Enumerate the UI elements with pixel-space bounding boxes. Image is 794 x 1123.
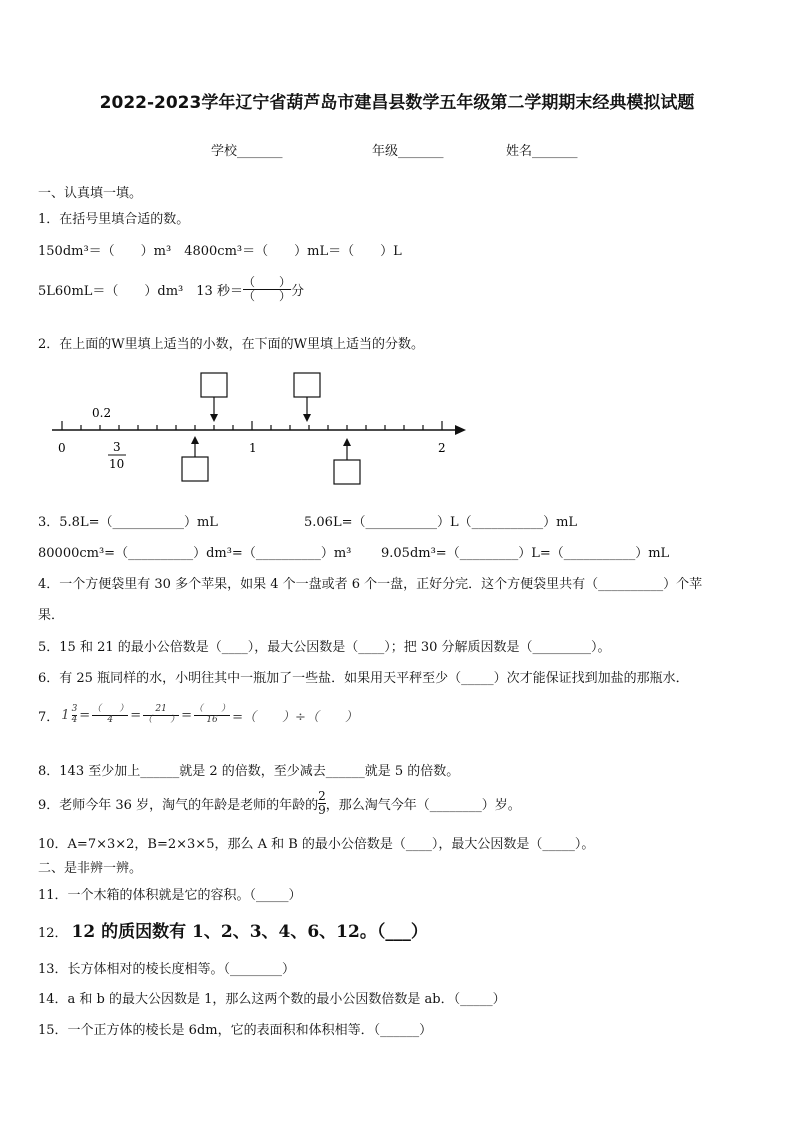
question-1-line-1: 150dm³＝（ ）m³ 4800cm³＝（ ）mL＝（ ）L <box>38 244 402 259</box>
question-12-text: 12 的质因数有 1、2、3、4、6、12。（___） <box>71 922 428 942</box>
question-8: 8．143 至少加上______就是 2 的倍数，至少减去______就是 5 的倍数。 <box>38 764 460 779</box>
question-9-tail: ，那么淘气今年（________）岁。 <box>325 798 521 814</box>
question-1-line-2-text: 5L60mL＝（ ）dm³ 13 秒＝ <box>38 284 243 300</box>
question-7-tail: =（ ）÷（ ） <box>232 709 358 725</box>
label-0: 0 <box>58 441 66 455</box>
question-13: 13．长方体相对的棱长度相等。（________） <box>38 962 296 977</box>
question-10: 10．A=7×3×2，B=2×3×5，那么 A 和 B 的最小公倍数是（____），最大公因数是（_____）。 <box>38 837 595 852</box>
section-2-heading: 二、是非辨一辨。 <box>38 861 143 876</box>
question-12-number: 12． <box>38 926 68 941</box>
answer-box-top-1[interactable] <box>201 373 227 397</box>
question-1-stem: 1．在括号里填合适的数。 <box>38 212 190 227</box>
fraction-2-numerator: 21 <box>155 704 167 714</box>
number-line-arrowhead <box>455 425 466 435</box>
question-1-unit: 分 <box>290 284 304 300</box>
question-1-fraction <box>243 276 291 303</box>
arrow-down-icon <box>210 414 218 422</box>
fraction-numerator: （ ） <box>242 275 291 289</box>
answer-box-bottom-1[interactable] <box>182 457 208 481</box>
arrow-down-icon <box>303 414 311 422</box>
question-4-line-2: 果． <box>38 608 65 623</box>
fraction-2-denominator: （ ） <box>143 714 180 725</box>
fraction-3-numerator: （ ） <box>194 704 231 714</box>
question-6: 6．有 25 瓶同样的水，小明往其中一瓶加了一些盐．如果用天平秤至少（_____）次才能保证找到加盐的那瓶水． <box>38 671 689 686</box>
grade-field[interactable]: 年级_______ <box>372 144 444 159</box>
number-line-ticks <box>62 421 442 430</box>
answer-box-bottom-2[interactable] <box>334 460 360 484</box>
question-11: 11．一个木箱的体积就是它的容积。（_____） <box>38 888 302 903</box>
fraction-2 <box>143 705 179 726</box>
fraction-3 <box>194 705 230 726</box>
question-1-line-2 <box>38 276 304 303</box>
mixed-fraction-denominator: 4 <box>71 714 78 725</box>
page-title: 2022-2023学年辽宁省葫芦岛市建昌县数学五年级第二学期期末经典模拟试题 <box>99 93 695 113</box>
question-3-part-d: 9.05dm³=（_________）L=（___________）mL <box>381 546 670 561</box>
answer-box-top-2[interactable] <box>294 373 320 397</box>
question-12 <box>38 917 428 942</box>
mixed-fraction-numerator: 3 <box>71 704 78 714</box>
label-0.2: 0.2 <box>92 406 112 420</box>
label-1: 1 <box>249 441 257 455</box>
question-2-stem: 2．在上面的W里填上适当的小数，在下面的W里填上适当的分数。 <box>38 337 424 352</box>
fraction-numerator: 2 <box>318 789 326 803</box>
fraction-1 <box>92 705 128 726</box>
fraction-denominator: （ ） <box>242 289 291 304</box>
fraction-denominator: 9 <box>318 803 326 818</box>
question-5: 5．15 和 21 的最小公倍数是（____），最大公因数是（____）；把 30 分解质因数是（_________）。 <box>38 640 611 655</box>
question-7-number: 7． <box>38 709 60 725</box>
question-7: 7． 1 $\frac{3}{4}$ = $\frac{( )}{4}$ = $\frac{21}{( )}$ = $\frac{( )}{16}$ =（ ）÷（ ） <box>38 704 358 725</box>
name-field[interactable]: 姓名_______ <box>506 144 578 159</box>
fraction-3-10-denominator: 10 <box>109 457 125 471</box>
question-9 <box>38 790 521 817</box>
school-field[interactable]: 学校_______ <box>211 144 283 159</box>
question-3-part-c: 80000cm³=（__________）dm³=（__________）m³ <box>38 546 352 561</box>
fraction-3-denominator: 16 <box>206 714 218 725</box>
question-14: 14．a 和 b 的最大公因数是 1，那么这两个数的最小公因数倍数是 ab．（_____） <box>38 992 506 1007</box>
question-9-text: 9．老师今年 36 岁，淘气的年龄是老师的年龄的 <box>38 798 319 814</box>
fraction-1-denominator: 4 <box>107 714 114 725</box>
question-3-part-a: 3．5.8L=（___________）mL <box>38 515 218 530</box>
question-3-part-b: 5.06L=（___________）L（___________）mL <box>304 515 578 530</box>
question-15: 15．一个正方体的棱长是 6dm，它的表面积和体积相等．（______） <box>38 1023 433 1038</box>
mixed-fraction <box>72 705 78 726</box>
section-1-heading: 一、认真填一填。 <box>38 186 143 201</box>
question-9-fraction <box>318 790 326 817</box>
arrow-up-icon <box>343 438 351 446</box>
fraction-3-10-numerator: 3 <box>113 440 121 454</box>
fraction-1-numerator: （ ） <box>92 704 129 714</box>
label-2: 2 <box>438 441 446 455</box>
arrow-up-icon <box>191 436 199 444</box>
number-line-figure <box>40 365 480 490</box>
mixed-whole: 1 <box>61 707 70 723</box>
question-4-line-1: 4．一个方便袋里有 30 多个苹果，如果 4 个一盘或者 6 个一盘，正好分完．这个方便袋里共有（__________）个苹 <box>38 577 703 592</box>
